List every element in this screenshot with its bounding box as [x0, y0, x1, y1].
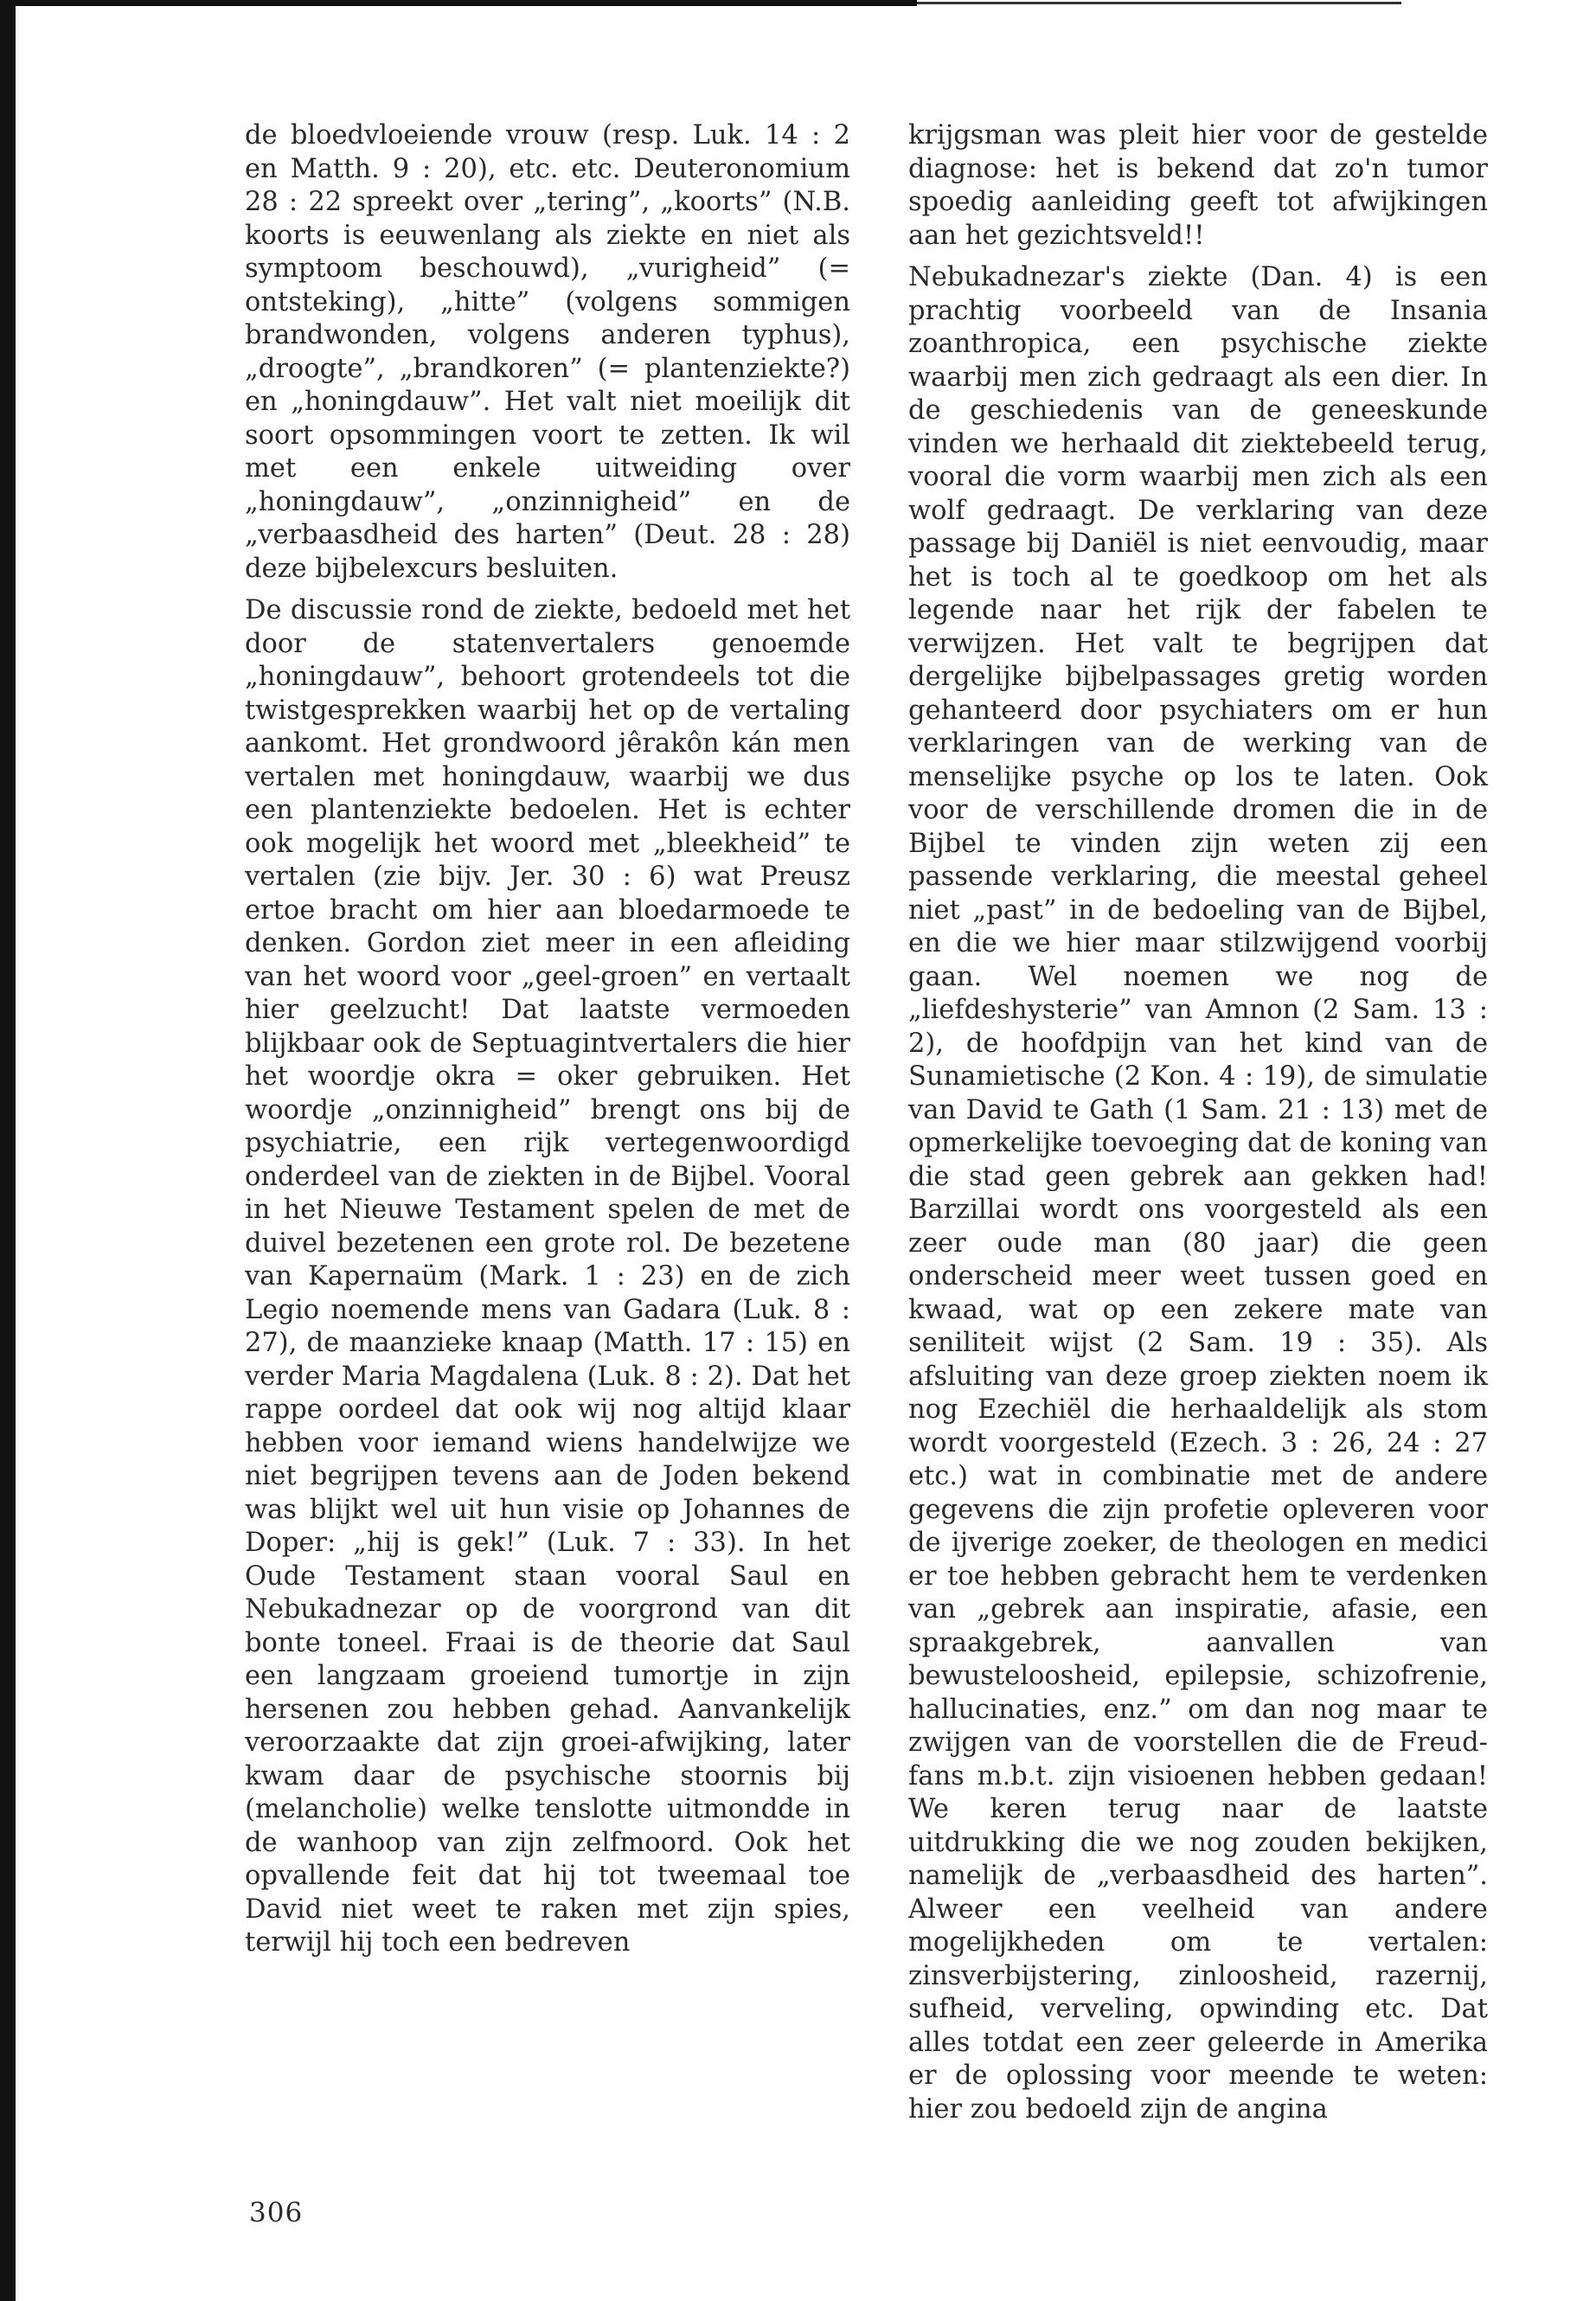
page-number: 306 — [249, 2197, 304, 2228]
left-paragraph-2: De discussie rond de ziekte, bedoeld met het door de statenvertalers genoemde „honingdauw”, behoort grotendeels tot die twistgesprekken waarbij het op de vertaling aankomt. Het grondwoord jêrakôn kán men vertalen met honingdauw, waarbij we dus een plantenziekte bedoelen. Het is echter ook mogelijk het woord met „bleekheid” te vertalen (zie bijv. Jer. 30 : 6) wat Preusz ertoe bracht om hier aan bloedarmoede te denken. Gordon ziet meer in een afleiding van het woord voor „geel-groen” en vertaalt hier geelzucht! Dat laatste vermoeden blijkbaar ook de Septuagintvertalers die hier het woordje okra = oker gebruiken. Het woordje „onzinnigheid” brengt ons bij de psychiatrie, een rijk vertegenwoordigd onderdeel van de ziekten in de Bijbel. Vooral in het Nieuwe Testament spelen de met de duivel bezetenen een grote rol. De bezetene van Kapernaüm (Mark. 1 : 23) en de zich Legio noemende mens van Gadara (Luk. 8 : 27), de maanzieke knaap (Matth. 17 : 15) en verder Maria Magdalena (Luk. 8 : 2). Dat het rappe oordeel dat ook wij nog altijd klaar hebben voor iemand wiens handelwijze we niet begrijpen tevens aan de Joden bekend was blijkt wel uit hun visie op Johannes de Doper: „hij is gek!” (Luk. 7 : 33). In het Oude Testament staan vooral Saul en Nebukadnezar op de voorgrond van dit bonte toneel. Fraai is de theorie dat Saul een langzaam groeiend tumortje in zijn hersenen zou hebben gehad. Aanvankelijk veroorzaakte dat zijn groei-afwijking, later kwam daar de psychische stoornis bij (melancholie) welke tenslotte uitmondde in de wanhoop van zijn zelfmoord. Ook het opvallende feit dat hij tot tweemaal toe David niet weet te raken met zijn spies, terwijl hij toch een bedreven — [245, 595, 850, 1958]
scan-border-top — [0, 0, 917, 6]
scan-border-top-thin — [917, 2, 1401, 4]
left-paragraph-1: de bloedvloeiende vrouw (resp. Luk. 14 : 2 en Matth. 9 : 20), etc. etc. Deuteronomium 28 : 22 spreekt over „tering”, „koorts” (N.B. koorts is eeuwenlang als ziekte en niet als symptoom beschouwd), „vurigheid” (= ontsteking), „hitte” (volgens sommigen brandwonden, volgens anderen typhus), „droogte”, „brandkoren” (= plantenziekte?) en „honingdauw”. Het valt niet moeilijk dit soort opsommingen voort te zetten. Ik wil met een enkele uitweiding over „honingdauw”, „onzinnigheid” en de „verbaasdheid des harten” (Deut. 28 : 28) deze bijbelexcurs besluiten. — [245, 120, 850, 584]
scan-border-left — [0, 0, 16, 2301]
left-text-column — [245, 119, 850, 1969]
right-text-column — [908, 119, 1488, 2135]
right-paragraph-1: krijgsman was pleit hier voor de gestelde diagnose: het is bekend dat zo'n tumor spoedig aanleiding geeft tot afwijkingen aan het gezichtsveld!! — [908, 120, 1488, 251]
right-paragraph-2: Nebukadnezar's ziekte (Dan. 4) is een prachtig voorbeeld van de Insania zoanthropica, een psychische ziekte waarbij men zich gedraagt als een dier. In de geschiedenis van de geneeskunde vinden we herhaald dit ziektebeeld terug, vooral die vorm waarbij men zich als een wolf gedraagt. De verklaring van deze passage bij Daniël is niet eenvoudig, maar het is toch al te goedkoop om het als legende naar het rijk der fabelen te verwijzen. Het valt te begrijpen dat dergelijke bijbelpassages gretig worden gehanteerd door psychiaters om er hun verklaringen van de werking van de menselijke psyche op los te laten. Ook voor de verschillende dromen die in de Bijbel te vinden zijn weten zij een passende verklaring, die meestal geheel niet „past” in de bedoeling van de Bijbel, en die we hier maar stilzwijgend voorbij gaan. Wel noemen we nog de „liefdeshysterie” van Amnon (2 Sam. 13 : 2), de hoofdpijn van het kind van de Sunamietische (2 Kon. 4 : 19), de simulatie van David te Gath (1 Sam. 21 : 13) met de opmerkelijke toevoeging dat de koning van die stad geen gebrek aan gekken had! Barzillai wordt ons voorgesteld als een zeer oude man (80 jaar) die geen onderscheid meer weet tussen goed en kwaad, wat op een zekere mate van seniliteit wijst (2 Sam. 19 : 35). Als afsluiting van deze groep ziekten noem ik nog Ezechiël die herhaaldelijk als stom wordt voorgesteld (Ezech. 3 : 26, 24 : 27 etc.) wat in combinatie met de andere gegevens die zijn profetie opleveren voor de ijverige zoeker, de theologen en medici er toe hebben gebracht hem te verdenken van „gebrek aan inspiratie, afasie, een spraakgebrek, aanvallen van bewusteloosheid, epilepsie, schizofrenie, hallucinaties, enz.” om dan nog maar te zwijgen van de voorstellen die de Freud-fans m.b.t. zijn visioenen hebben gedaan! We keren terug naar de laatste uitdrukking die we nog zouden bekijken, namelijk de „verbaasdheid des harten”. Alweer een veelheid van andere mogelijkheden om te vertalen: zinsverbijstering, zinloosheid, razernij, sufheid, verveling, opwinding etc. Dat alles totdat een zeer geleerde in Amerika er de oplossing voor meende te weten: hier zou bedoeld zijn de angina — [908, 262, 1488, 2125]
